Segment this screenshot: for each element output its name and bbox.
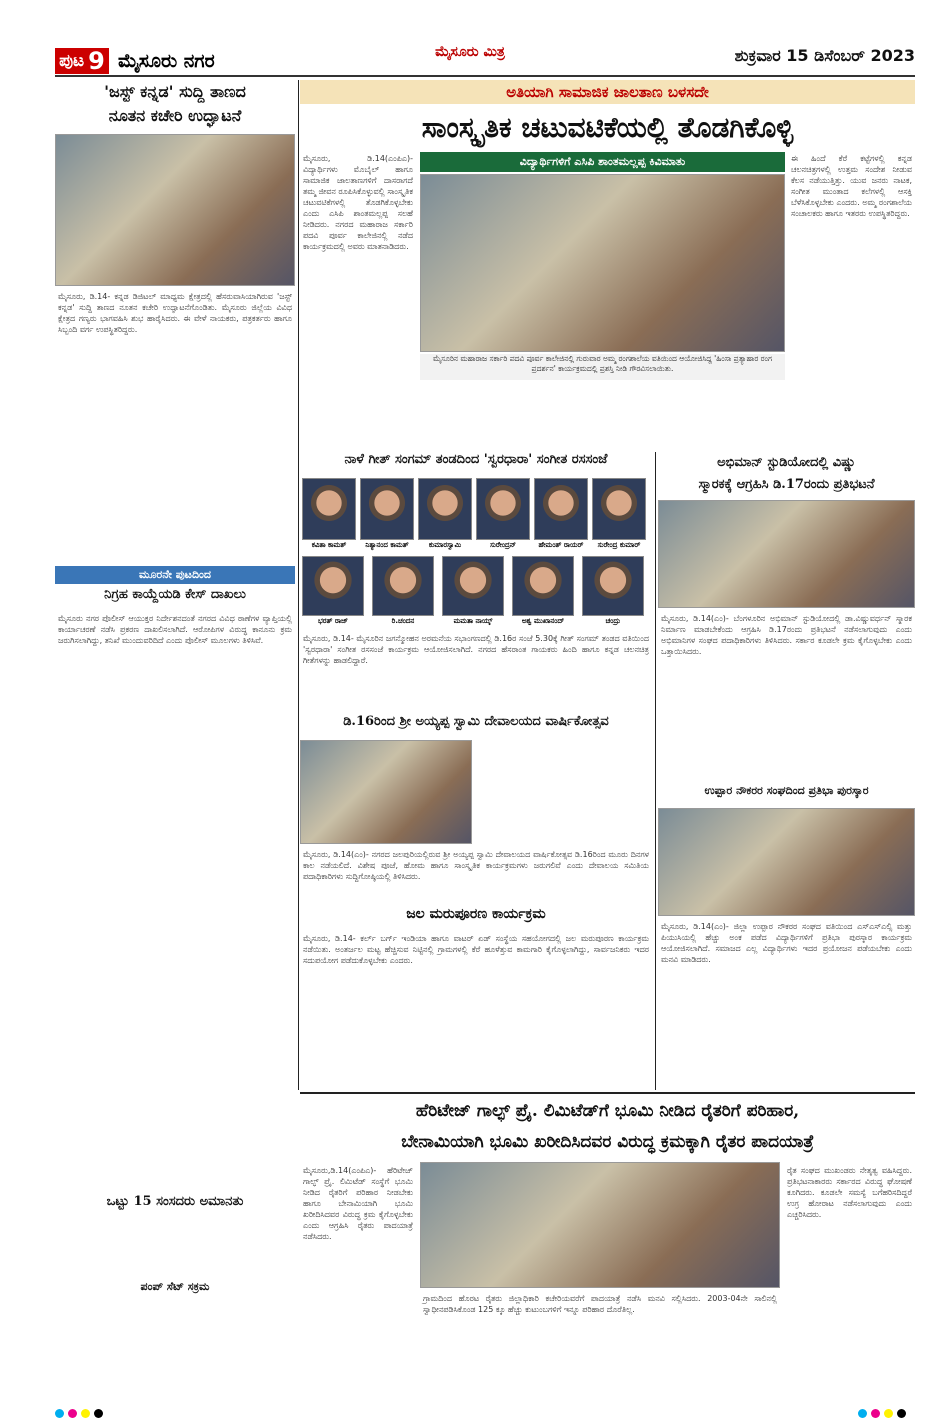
portrait [372,556,434,616]
registration-marks [0,1404,945,1424]
performer-name: ಅಶ್ವ ಮುಖಾನಂದ್ [521,617,565,625]
music-portraits-row1 [300,478,652,552]
page-number-box [55,48,109,74]
temple-body-side [476,740,652,844]
lead-body-mid [420,382,785,448]
studio-headline [658,452,915,498]
office-photo [55,134,295,286]
column-divider [298,80,299,1090]
performer-name: ಸುರೇಂದ್ರನ್ [489,541,517,549]
lead-body-right: ಈ ಹಿಂದೆ ಕೆರೆ ಕಟ್ಟೆಗಳಲ್ಲಿ ಕನ್ನಡ ಚಲನಚಿತ್ರಗಳಲ್ಲಿ ಉತ್ತಮ ಸಂದೇಶ ನೀಡುವ ಕೆಲಸ ನಡೆಯುತ್ತಿತ್ತು. ಯುವ ಜನರು ನಾಟಕ, ಸಂಗೀತ ಮುಂತಾದ ಕಲೆಗಳಲ್ಲಿ ಆಸಕ್ತಿ ಬೆಳೆಸಿಕೊಳ್ಳಬೇಕು ಎಂದರು. ಅಮ್ಮ ರಂಗಶಾಲೆಯ ಸಂಚಾಲಕರು ಹಾಗೂ ಇತರರು ಉಪಸ್ಥಿತರಿದ್ದರು. [791,154,912,218]
award-photo [658,808,915,916]
performer-name: ಚಂದ್ರು [605,617,621,625]
temple-headline: ಡಿ.16ರಿಂದ ಶ್ರೀ ಅಯ್ಯಪ್ಪ ಸ್ವಾಮಿ ದೇವಾಲಯದ ವಾರ್ಷಿಕೋತ್ಸವ [343,714,609,729]
award-headline: ಉಪ್ಪಾರ ನೌಕರರ ಸಂಘದಿಂದ ಪ್ರತಿಭಾ ಪುರಸ್ಕಾರ [704,784,869,797]
lead-photo-banner: ವಿದ್ಯಾರ್ಥಿಗಳಿಗೆ ಎಸಿಪಿ ಶಾಂತಮಲ್ಲಪ್ಪ ಕಿವಿಮಾತು [420,152,785,172]
studio-body: ಮೈಸೂರು, ಡಿ.14(ಎಂ)- ಬೆಂಗಳೂರಿನ ಅಭಿಮಾನ್ ಸ್ಟುಡಿಯೋದಲ್ಲಿ ಡಾ.ವಿಷ್ಣುವರ್ಧನ್ ಸ್ಮಾರಕ ನಿರ್ಮಾಣ ಮಾಡಬೇಕೆಂದು ಆಗ್ರಹಿಸಿ ಡಿ.17ರಂದು ಪ್ರತಿಭಟನೆ ನಡೆಸಲಾಗುವುದು ಎಂದು ಅಭಿಮಾನಿಗಳ ಸಂಘದ ಪದಾಧಿಕಾರಿಗಳು ತಿಳಿಸಿದರು. ಸರ್ಕಾರ ಕೂಡಲೇ ಕ್ರಮ ಕೈಗೊಳ್ಳಬೇಕು ಎಂದು ಒತ್ತಾಯಿಸಿದರು. [661,614,912,656]
case-headline: ನಿಗ್ರಹ ಕಾಯ್ದೆಯಡಿ ಕೇಸ್ ದಾಖಲು [104,587,246,602]
continued-label: ಮೂರನೇ ಪುಟದಿಂದ [55,566,295,584]
portrait [302,478,356,540]
bottom-headline-line1: ಹೆರಿಟೇಜ್ ಗಾಲ್ಫ್ ಪ್ರೈ. ಲಿಮಿಟೆಡ್‌ಗೆ ಭೂಮಿ ನೀಡಿದ ರೈತರಿಗೆ ಪರಿಹಾರ, [415,1101,800,1121]
office-headline-line2: ನೂತನ ಕಚೇರಿ ಉದ್ಘಾಟನೆ [108,106,242,125]
paper-name: ಮೈಸೂರು ಮಿತ್ರ [435,44,505,60]
column-divider [655,452,656,1090]
studio-photo [658,500,915,608]
studio-headline-line2: ಸ್ಮಾರಕಕ್ಕೆ ಆಗ್ರಹಿಸಿ ಡಿ.17ರಂದು ಪ್ರತಿಭಟನೆ [698,477,875,492]
portrait [592,478,646,540]
bottom-body-right: ರೈತ ಸಂಘದ ಮುಖಂಡರು ನೇತೃತ್ವ ವಹಿಸಿದ್ದರು. ಪ್ರತಿಭಟನಾಕಾರರು ಸರ್ಕಾರದ ವಿರುದ್ಧ ಘೋಷಣೆ ಕೂಗಿದರು. ಕೂಡಲೇ ಸಮಸ್ಯೆ ಬಗೆಹರಿಸದಿದ್ದರೆ ಉಗ್ರ ಹೋರಾಟ ನಡೆಸಲಾಗುವುದು ಎಂದು ಎಚ್ಚರಿಸಿದರು. [787,1166,912,1219]
water-body: ಮೈಸೂರು, ಡಿ.14- ಕರ್ಲ್ ಬರ್ಗ್ ಇಂಡಿಯಾ ಹಾಗೂ ವಾಟರ್ ಏಡ್ ಸಂಸ್ಥೆಯ ಸಹಯೋಗದಲ್ಲಿ ಜಲ ಮರುಪೂರಣ ಕಾರ್ಯಕ್ರಮ ನಡೆಯಿತು. ಅಂತರ್ಜಲ ಮಟ್ಟ ಹೆಚ್ಚಿಸುವ ನಿಟ್ಟಿನಲ್ಲಿ ಗ್ರಾಮಗಳಲ್ಲಿ ಕೆರೆ ಹೂಳೆತ್ತುವ ಕಾಮಗಾರಿ ಕೈಗೊಳ್ಳಲಾಗಿದ್ದು, ಸಾರ್ವಜನಿಕರು ಇದರ ಸದುಪಯೋಗ ಪಡೆದುಕೊಳ್ಳಬೇಕು ಎಂದರು. [303,934,649,965]
studio-headline-line1: ಅಭಿಮಾನ್ ಸ್ಟುಡಿಯೋದಲ್ಲಿ ವಿಷ್ಣು [717,455,856,470]
lead-photo [420,174,785,352]
music-portraits-row2 [300,556,652,628]
masthead-rule [55,75,915,77]
magenta-dot [68,1409,77,1418]
performer-name: ಕುಮಾರಸ್ವಾಮಿ [428,541,462,549]
suspend-subhead: ಒಟ್ಟು 15 ಸಂಸದರು ಅಮಾನತು [106,1194,244,1209]
yellow-dot [884,1409,893,1418]
lead-headline: ಸಾಂಸ್ಕೃತಿಕ ಚಟುವಟಿಕೆಯಲ್ಲಿ ತೊಡಗಿಕೊಳ್ಳಿ [421,111,794,144]
bottom-rule [300,1092,915,1094]
portrait [302,556,364,616]
portrait [418,478,472,540]
performer-name: ಭರತ್ ರಾಜ್ [317,617,349,625]
magenta-dot [871,1409,880,1418]
portrait [534,478,588,540]
performer-name: ರಿ.ಚಂದನ [391,617,415,625]
temple-body: ಮೈಸೂರು, ಡಿ.14(ಎಂ)- ನಗರದ ಜಲಪುರಿಯಲ್ಲಿರುವ ಶ್ರೀ ಅಯ್ಯಪ್ಪ ಸ್ವಾಮಿ ದೇವಾಲಯದ ವಾರ್ಷಿಕೋತ್ಸವ ಡಿ.16ರಿಂದ ಮೂರು ದಿನಗಳ ಕಾಲ ನಡೆಯಲಿದೆ. ವಿಶೇಷ ಪೂಜೆ, ಹೋಮ ಹಾಗೂ ಸಾಂಸ್ಕೃತಿಕ ಕಾರ್ಯಕ್ರಮಗಳು ಜರುಗಲಿವೆ ಎಂದು ದೇವಾಲಯ ಸಮಿತಿಯ ಪದಾಧಿಕಾರಿಗಳು ಸುದ್ದಿಗೋಷ್ಠಿಯಲ್ಲಿ ತಿಳಿಸಿದರು. [303,850,649,881]
performer-name: ಕವಿತಾ ಕಾಮತ್ [311,541,347,549]
portrait [442,556,504,616]
portrait [476,478,530,540]
performer-name: ನಿತ್ಯಾನಂದ ಕಾಮತ್ [365,541,409,549]
page-label: ಪುಟ [59,51,85,71]
cyan-dot [858,1409,867,1418]
office-headline [55,80,295,132]
portrait [360,478,414,540]
music-headline: ನಾಳೆ ಗೀತ್ ಸಂಗಮ್ ತಂಡದಿಂದ 'ಸ್ವರಧಾರಾ' ಸಂಗೀತ ರಸಸಂಜೆ [344,452,608,467]
lead-body-left: ಮೈಸೂರು, ಡಿ.14(ಎಂಪಿಎ)- ವಿದ್ಯಾರ್ಥಿಗಳು ಮೊಬೈಲ್ ಹಾಗೂ ಸಾಮಾಜಿಕ ಜಾಲತಾಣಗಳಿಗೆ ದಾಸರಾಗದೆ ತಮ್ಮ ಜೀವನ ರೂಪಿಸಿಕೊಳ್ಳುವಲ್ಲಿ ಸಾಂಸ್ಕೃತಿಕ ಚಟುವಟಿಕೆಗಳಲ್ಲಿ ತೊಡಗಿಕೊಳ್ಳಬೇಕು ಎಂದು ಎಸಿಪಿ ಶಾಂತಮಲ್ಲಪ್ಪ ಸಲಹೆ ನೀಡಿದರು. ನಗರದ ಮಹಾರಾಜ ಸರ್ಕಾರಿ ಪದವಿ ಪೂರ್ವ ಕಾಲೇಜಿನಲ್ಲಿ ನಡೆದ ಕಾರ್ಯಕ್ರಮದಲ್ಲಿ ಅವರು ಮಾತನಾಡಿದರು. [303,154,413,251]
office-body: ಮೈಸೂರು, ಡಿ.14- ಕನ್ನಡ ಡಿಜಿಟಲ್ ಮಾಧ್ಯಮ ಕ್ಷೇತ್ರದಲ್ಲಿ ಹೆಸರುವಾಸಿಯಾಗಿರುವ 'ಜಸ್ಟ್ ಕನ್ನಡ' ಸುದ್ದಿ ತಾಣದ ನೂತನ ಕಚೇರಿ ಉದ್ಘಾಟನೆಗೊಂಡಿತು. ಮೈಸೂರು ಜಿಲ್ಲೆಯ ವಿವಿಧ ಕ್ಷೇತ್ರದ ಗಣ್ಯರು ಭಾಗವಹಿಸಿ ಶುಭ ಹಾರೈಸಿದರು. ಈ ವೇಳೆ ನಾಯಕರು, ಪತ್ರಕರ್ತರು ಹಾಗೂ ಸಿಬ್ಬಂದಿ ವರ್ಗ ಉಪಸ್ಥಿತರಿದ್ದರು. [58,292,292,334]
music-body: ಮೈಸೂರು, ಡಿ.14- ಮೈಸೂರಿನ ಜಗನ್ಮೋಹನ ಅರಮನೆಯ ಸಭಾಂಗಣದಲ್ಲಿ ಡಿ.16ರ ಸಂಜೆ 5.30ಕ್ಕೆ ಗೀತ್ ಸಂಗಮ್ ತಂಡದ ವತಿಯಿಂದ 'ಸ್ವರಧಾರಾ' ಸಂಗೀತ ರಸಸಂಜೆ ಕಾರ್ಯಕ್ರಮ ಆಯೋಜಿಸಲಾಗಿದೆ. ನಗರದ ಹೆಸರಾಂತ ಗಾಯಕರು ಹಿಂದಿ ಹಾಗೂ ಕನ್ನಡ ಚಲನಚಿತ್ರ ಗೀತೆಗಳನ್ನು ಹಾಡಲಿದ್ದಾರೆ. [303,634,649,665]
suspend-body [55,1218,295,1278]
water-headline: ಜಲ ಮರುಪೂರಣ ಕಾರ್ಯಕ್ರಮ [406,906,546,922]
lead-kicker: ಅತಿಯಾಗಿ ಸಾಮಾಜಿಕ ಜಾಲತಾಣ ಬಳಸದೇ [300,80,915,104]
performer-name: ಸುರೇಂದ್ರ ಕುಮಾರ್ [597,541,641,549]
section-name: ಮೈಸೂರು ನಗರ [118,50,215,72]
bottom-body-left: ಮೈಸೂರು,ಡಿ.14(ಎಂಪಿಎ)- ಹೆರಿಟೇಜ್ ಗಾಲ್ಫ್ ಪ್ರೈ. ಲಿಮಿಟೆಡ್ ಸಂಸ್ಥೆಗೆ ಭೂಮಿ ನೀಡಿದ ರೈತರಿಗೆ ಪರಿಹಾರ ನೀಡಬೇಕು ಹಾಗೂ ಬೇನಾಮಿಯಾಗಿ ಭೂಮಿ ಖರೀದಿಸಿದವರ ವಿರುದ್ಧ ಕ್ರಮ ಕೈಗೊಳ್ಳಬೇಕು ಎಂದು ಆಗ್ರಹಿಸಿ ರೈತರು ಪಾದಯಾತ್ರೆ ನಡೆಸಿದರು. [303,1166,413,1241]
bottom-photo [420,1162,780,1288]
portrait [512,556,574,616]
black-dot [94,1409,103,1418]
pumpset-body [55,1300,295,1398]
bottom-headline-line2: ಬೇನಾಮಿಯಾಗಿ ಭೂಮಿ ಖರೀದಿಸಿದವರ ವಿರುದ್ಧ ಕ್ರಮಕ್ಕಾಗಿ ರೈತರ ಪಾದಯಾತ್ರೆ [401,1132,814,1152]
award-body: ಮೈಸೂರು, ಡಿ.14(ಎಂ)- ಜಿಲ್ಲಾ ಉಪ್ಪಾರ ನೌಕರರ ಸಂಘದ ವತಿಯಿಂದ ಎಸ್ಎಸ್ಎಲ್ಸಿ ಮತ್ತು ಪಿಯುಸಿಯಲ್ಲಿ ಹೆಚ್ಚು ಅಂಕ ಪಡೆದ ವಿದ್ಯಾರ್ಥಿಗಳಿಗೆ ಪ್ರತಿಭಾ ಪುರಸ್ಕಾರ ಕಾರ್ಯಕ್ರಮ ಆಯೋಜಿಸಲಾಗಿದೆ. ಸಮಾಜದ ಎಲ್ಲ ವಿದ್ಯಾರ್ಥಿಗಳು ಇದರ ಪ್ರಯೋಜನ ಪಡೆಯಬೇಕು ಎಂದು ಮನವಿ ಮಾಡಿದರು. [661,922,912,964]
performer-name: ಹೇಮಂತ್ ರಾಯರ್ [538,541,584,549]
page-number: 9 [88,48,105,74]
pumpset-subhead: ಪಂಪ್ ಸೆಟ್ ಸಕ್ರಮ [140,1280,210,1293]
performer-name: ಮಮತಾ ನಾಯ್ಕ್ [453,617,493,625]
bottom-body-mid: ಗ್ರಾಮದಿಂದ ಹೊರಟ ರೈತರು ಜಿಲ್ಲಾಧಿಕಾರಿ ಕಚೇರಿಯವರೆಗೆ ಪಾದಯಾತ್ರೆ ನಡೆಸಿ ಮನವಿ ಸಲ್ಲಿಸಿದರು. 2003-04ನೇ ಸಾಲಿನಲ್ಲಿ ಸ್ವಾಧೀನಪಡಿಸಿಕೊಂಡ 125 ಕ್ಕೂ ಹೆಚ್ಚು ಕುಟುಂಬಗಳಿಗೆ ಇನ್ನೂ ಪರಿಹಾರ ದೊರೆತಿಲ್ಲ. [423,1294,777,1314]
issue-date: ಶುಕ್ರವಾರ 15 ಡಿಸೆಂಬರ್ 2023 [734,46,915,65]
case-body: ಮೈಸೂರು ನಗರ ಪೊಲೀಸ್ ಆಯುಕ್ತರ ನಿರ್ದೇಶನದಂತೆ ನಗರದ ವಿವಿಧ ಠಾಣೆಗಳ ವ್ಯಾಪ್ತಿಯಲ್ಲಿ ಕಾರ್ಯಾಚರಣೆ ನಡೆಸಿ ಪ್ರಕರಣ ದಾಖಲಿಸಲಾಗಿದೆ. ಆರೋಪಿಗಳ ವಿರುದ್ಧ ಕಾನೂನು ಕ್ರಮ ಜರುಗಿಸಲಾಗಿದ್ದು, ತನಿಖೆ ಮುಂದುವರಿದಿದೆ ಎಂದು ಪೊಲೀಸ್ ಮೂಲಗಳು ತಿಳಿಸಿವೆ. [58,614,292,645]
yellow-dot [81,1409,90,1418]
bottom-headline [300,1096,915,1160]
office-headline-line1: 'ಜಸ್ಟ್ ಕನ್ನಡ' ಸುದ್ದಿ ತಾಣದ [104,82,246,101]
lead-caption: ಮೈಸೂರಿನ ಮಹಾರಾಜ ಸರ್ಕಾರಿ ಪದವಿ ಪೂರ್ವ ಕಾಲೇಜಿನಲ್ಲಿ ಗುರುವಾರ ಅಮ್ಮ ರಂಗಶಾಲೆಯ ವತಿಯಿಂದ ಆಯೋಜಿಸಿದ್ದ 'ಹಿಂಸಾ ಪ್ರತ್ಯಾಹಾರ ರಂಗ ಪ್ರದರ್ಶನ' ಕಾರ್ಯಕ್ರಮದಲ್ಲಿ ಪ್ರಶಸ್ತಿ ನೀಡಿ ಗೌರವಿಸಲಾಯಿತು. [420,354,785,380]
black-dot [897,1409,906,1418]
temple-photo [300,740,472,844]
portrait [582,556,644,616]
cyan-dot [55,1409,64,1418]
